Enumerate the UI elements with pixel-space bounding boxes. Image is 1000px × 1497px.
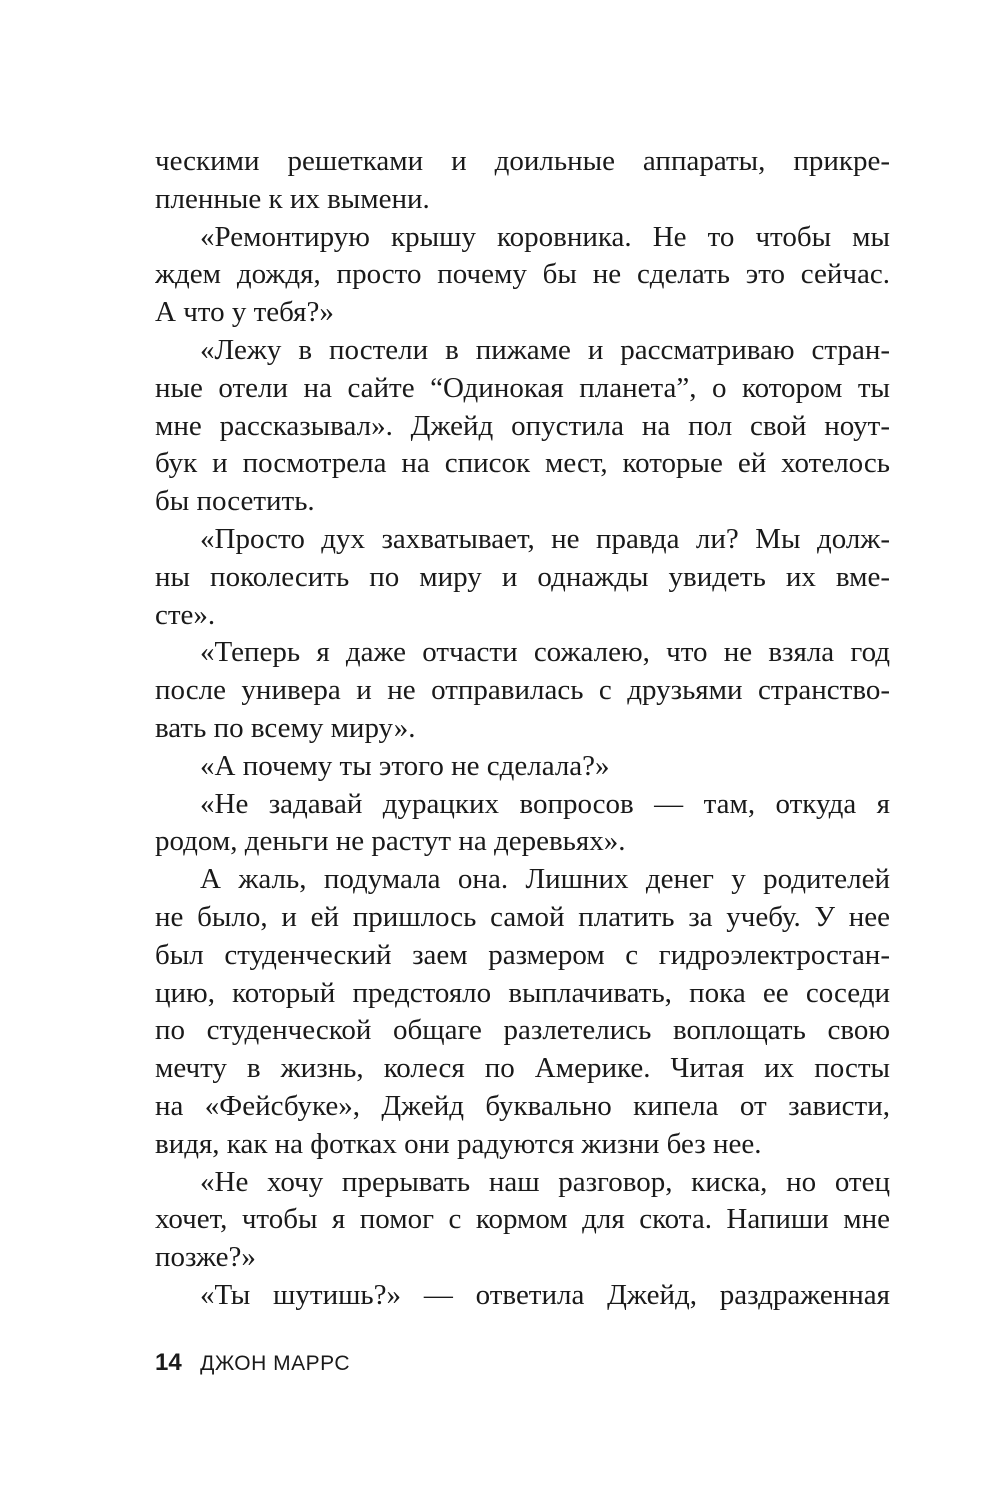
text-line: мне рассказывал». Джейд опустила на пол свой ноут- <box>155 409 890 442</box>
text-line: вать по всему миру». <box>155 711 416 744</box>
text-line: «Не хочу прерывать наш разговор, киска, но отец <box>200 1165 890 1198</box>
text-line: ждем дождя, просто почему бы не сделать это сейчас. <box>155 258 890 291</box>
text-line: ны поколесить по миру и однажды увидеть их вме- <box>155 560 890 593</box>
text-line: «Просто дух захватывает, не правда ли? Мы долж- <box>200 522 890 555</box>
text-line: цию, который предстояло выплачивать, пока ее соседи <box>155 976 890 1009</box>
text-line: «Ты шутишь?» — ответила Джейд, раздраженная <box>200 1278 890 1311</box>
page-number: 14 <box>155 1349 182 1376</box>
text-line: А что у тебя?» <box>155 296 334 329</box>
text-line: сте». <box>155 598 216 631</box>
text-line: не было, и ей пришлось самой платить за учебу. У нее <box>155 900 890 933</box>
text-line: «А почему ты этого не сделала?» <box>200 749 610 782</box>
text-line: бук и посмотрела на список мест, которые ей хотелось <box>155 447 890 480</box>
text-line: бы посетить. <box>155 485 315 518</box>
text-line: «Лежу в постели в пижаме и рассматриваю стран- <box>200 333 890 366</box>
running-footer <box>155 1348 350 1378</box>
author-name: ДЖОН МАРРС <box>200 1352 351 1375</box>
text-line: был студенческий заем размером с гидроэлектростан- <box>155 938 890 971</box>
text-line: родом, деньги не растут на деревьях». <box>155 825 626 858</box>
text-line: «Ремонтирую крышу коровника. Не то чтобы мы <box>200 220 890 253</box>
text-line: позже?» <box>155 1241 256 1274</box>
text-line: по студенческой общаге разлетелись воплощать свою <box>155 1014 890 1047</box>
text-line: на «Фейсбуке», Джейд буквально кипела от зависти, <box>155 1089 890 1122</box>
text-line: видя, как на фотках они радуются жизни без нее. <box>155 1127 762 1160</box>
text-line: А жаль, подумала она. Лишних денег у родителей <box>200 863 890 896</box>
text-line: «Не задавай дурацких вопросов — там, откуда я <box>200 787 890 820</box>
text-line: после универа и не отправилась с друзьями странство- <box>155 674 890 707</box>
body-text <box>155 143 890 1315</box>
text-line: мечту в жизнь, колеся по Америке. Читая их посты <box>155 1052 890 1085</box>
text-line: пленные к их вымени. <box>155 182 430 215</box>
text-line: «Теперь я даже отчасти сожалею, что не взяла год <box>200 636 890 669</box>
text-line: ные отели на сайте “Одинокая планета”, о котором ты <box>155 371 890 404</box>
text-line: хочет, чтобы я помог с кормом для скота. Напиши мне <box>155 1203 890 1236</box>
text-line: ческими решетками и доильные аппараты, прикре- <box>155 145 890 177</box>
